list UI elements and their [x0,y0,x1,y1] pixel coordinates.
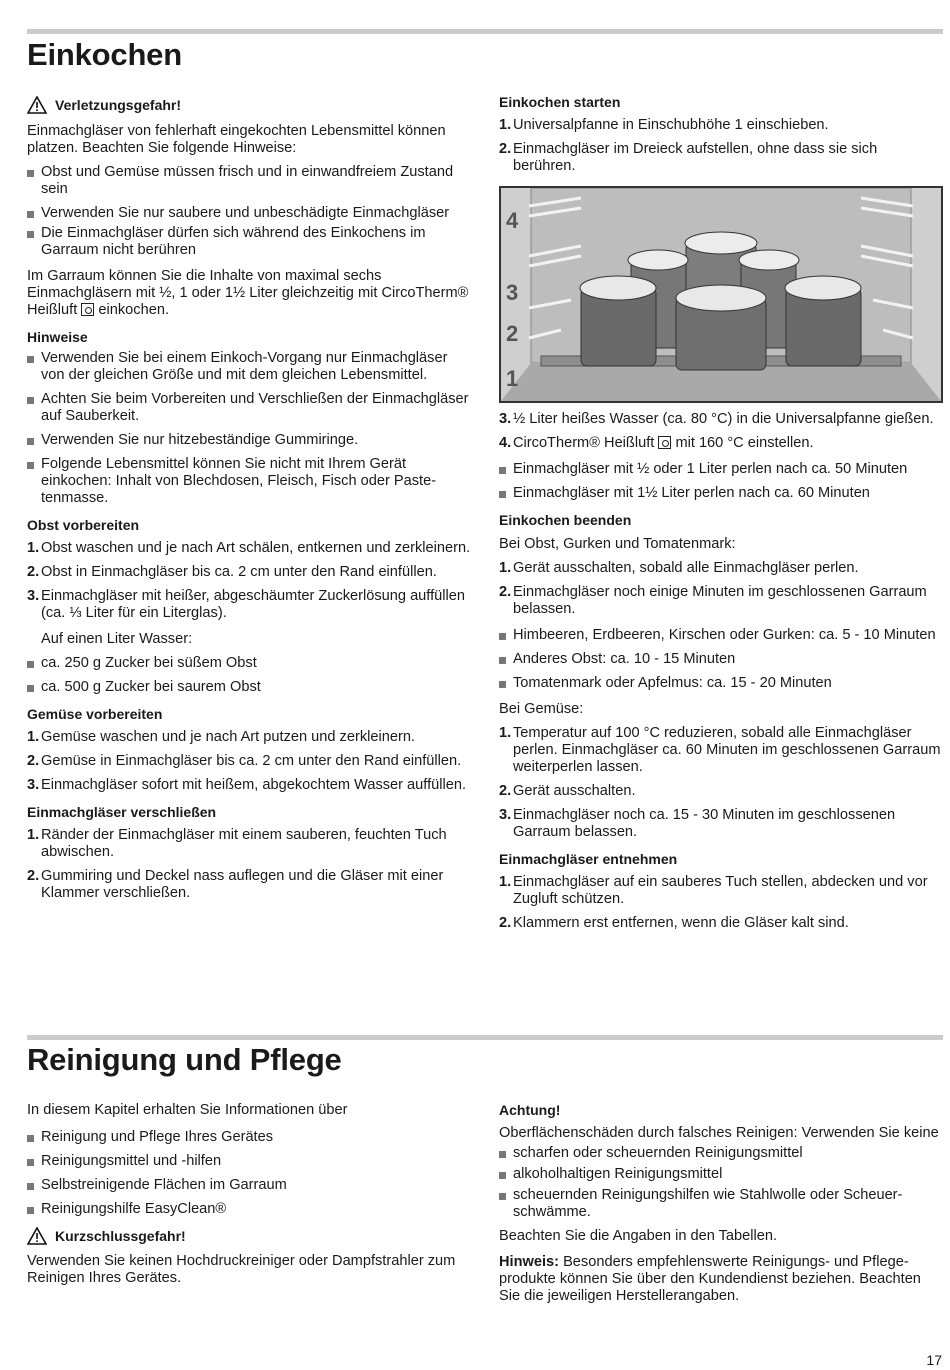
section-title-reinigung: Reinigung und Pflege [27,1042,342,1077]
capacity-text: Im Garraum können Sie die Inhalte von maximal sechs Einmachgläsern mit ½, 1 oder 1½ Liter gleichzeitig mit CircoTherm® Heißluft einkochen. [27,268,469,318]
verschliessen-title: Einmachgläser verschließen [27,804,217,820]
left-column-reinigung [27,1102,473,1287]
perlen-list [499,461,943,502]
oven-illustration [499,186,943,403]
list-item: Verwenden Sie nur hitzebeständige Gummiringe. [27,432,473,449]
right-column-reinigung [499,1102,943,1305]
kurzschluss-text: Verwenden Sie keinen Hochdruckreiniger oder Dampfstrahler zum Reinigen Ihres Gerätes. [27,1253,456,1286]
starten-title: Einkochen starten [499,94,621,110]
warning-label: Kurzschlussgefahr! [55,1227,186,1244]
hinweise-list [27,350,473,507]
list-item: Verwenden Sie bei einem Einkoch-Vorgang nur Einmachgläser von der gleichen Größe und mit dem gleichen Lebensmittel. [27,350,473,384]
right-column-steps [499,411,943,932]
hinweis-text: Besonders empfehlenswerte Reinigungs- und Pflegeprodukte können Sie über den Kundendienst beziehen. Beachten Sie die jeweiligen Herstellerangaben. [499,1254,921,1304]
step-item: 2. Klammern erst entfernen, wenn die Gläser kalt sind. [499,915,849,931]
step-item: 2. Gerät ausschalten. [499,783,636,799]
warning-text: Einmachgläser von fehlerhaft eingekochten Lebensmittel können platzen. Beachten Sie folgende Hinweise: [27,123,446,156]
shelf-level-4: 4 [506,208,519,233]
step-item: 1. Gerät ausschalten, sobald alle Einmachgläser perlen. [499,560,859,576]
beenden-steps [499,560,943,618]
verschliessen-steps [27,827,473,902]
obst-sugar-list [27,655,473,696]
list-item: Himbeeren, Erdbeeren, Kirschen oder Gurken: ca. 5 - 10 Minuten [499,627,943,644]
obst-steps [27,540,473,622]
list-item: Tomatenmark oder Apfelmus: ca. 15 - 20 Minuten [499,675,943,692]
step-item: 1. Universalpfanne in Einschubhöhe 1 einschieben. [499,117,829,133]
step-item: 1. Ränder der Einmachgläser mit einem sauberen, feuchten Tuch abwischen. [27,827,447,860]
entnehmen-title: Einmachgläser entnehmen [499,851,678,867]
achtung-list [499,1145,943,1221]
achtung-text: Oberflächenschäden durch falsches Reinigen: Verwenden Sie keine [499,1125,939,1141]
list-item: Selbstreinigende Flächen im Garraum [27,1177,473,1194]
oven-jars-drawing [501,188,941,401]
beenden-list [499,627,943,692]
list-item: Die Einmachgläser dürfen sich während des Einkochens im Garraum nicht berühren [27,225,473,259]
starten-steps [499,117,943,175]
step-item: 4. CircoTherm® Heißluft mit 160 °C einstellen. [499,435,814,451]
list-item: Reinigungshilfe EasyClean® [27,1201,473,1218]
list-item: scharfen oder scheuernden Reinigungsmittel [499,1145,943,1162]
starten-steps-cont [499,411,943,452]
left-column-einkochen [27,96,473,902]
reinigung-topics [27,1129,473,1218]
list-item: Folgende Lebensmittel können Sie nicht mit Ihrem Gerät einkochen: Inhalt von Blechdosen, Fleisch, Fisch oder Pastetenmasse. [27,456,473,507]
gemuese-steps [27,729,473,794]
section-title-einkochen: Einkochen [27,37,182,72]
circotherm-fan-icon [658,436,671,449]
step-item: 3. Einmachgläser noch ca. 15 - 30 Minuten im geschlossenen Garraum belassen. [499,807,896,840]
beenden-intro: Bei Obst, Gurken und Tomatenmark: [499,536,736,552]
entnehmen-steps [499,874,943,932]
achtung-title: Achtung! [499,1102,561,1118]
step-item: 3. Einmachgläser sofort mit heißem, abgekochtem Wasser auffüllen. [27,777,467,793]
list-item: Verwenden Sie nur saubere und unbeschädigte Einmachgläser [27,205,473,222]
warning-heading [27,1227,473,1245]
shelf-level-2: 2 [506,321,519,346]
shelf-level-3: 3 [506,280,519,305]
step-item: 1. Obst waschen und je nach Art schälen, entkernen und zerkleinern. [27,540,471,556]
list-item: Reinigung und Pflege Ihres Gerätes [27,1129,473,1146]
list-item: Reinigungsmittel und -hilfen [27,1153,473,1170]
obst-water-text: Auf einen Liter Wasser: [41,631,193,647]
warning-heading [27,96,473,114]
step-item: 1. Einmachgläser auf ein sauberes Tuch stellen, abdecken und vor Zugluft schützen. [499,874,928,907]
shelf-level-1: 1 [506,366,519,391]
tabellen-text: Beachten Sie die Angaben in den Tabellen. [499,1228,778,1244]
step-item: 3. ½ Liter heißes Wasser (ca. 80 °C) in die Universalpfanne gießen. [499,411,934,427]
circotherm-fan-icon [81,303,94,316]
list-item: Achten Sie beim Vorbereiten und Verschließen der Einmachgläser auf Sauberkeit. [27,391,473,425]
gemuese-title: Gemüse vorbereiten [27,706,163,722]
list-item: Einmachgläser mit 1½ Liter perlen nach ca. 60 Minuten [499,485,943,502]
step-item: 2. Gemüse in Einmachgläser bis ca. 2 cm unter den Rand einfüllen. [27,753,462,769]
step-item: 1. Gemüse waschen und je nach Art putzen und zerkleinern. [27,729,415,745]
list-item: alkoholhaltigen Reinigungsmittel [499,1166,943,1183]
section-rule-top [27,29,943,34]
step-item: 2. Obst in Einmachgläser bis ca. 2 cm unter den Rand einfüllen. [27,564,437,580]
step-item: 2. Einmachgläser im Dreieck aufstellen, ohne dass sie sich berühren. [499,141,878,174]
reinigung-intro: In diesem Kapitel erhalten Sie Informationen über [27,1102,348,1118]
obst-title: Obst vorbereiten [27,517,140,533]
hinweis-paragraph [499,1254,943,1305]
hinweise-title: Hinweise [27,329,88,345]
step-item: 2. Einmachgläser noch einige Minuten im geschlossenen Garraum belassen. [499,584,927,617]
gemuese-intro: Bei Gemüse: [499,701,584,717]
list-item: ca. 500 g Zucker bei saurem Obst [27,679,473,696]
beenden-title: Einkochen beenden [499,512,632,528]
step-item: 3. Einmachgläser mit heißer, abgeschäumter Zuckerlösung auffüllen (ca. ⅓ Liter für ein Literglas). [27,588,465,621]
page-number: 17 [926,1352,942,1368]
list-item: Einmachgläser mit ½ oder 1 Liter perlen nach ca. 50 Minuten [499,461,943,478]
warning-triangle-icon [27,1227,47,1245]
hinweis-label: Hinweis: [499,1254,560,1270]
list-item: Obst und Gemüse müssen frisch und in einwandfreiem Zustand sein [27,164,473,198]
right-column-starten [499,94,943,175]
warning-triangle-icon [27,96,47,114]
list-item: scheuernden Reinigungshilfen wie Stahlwolle oder Scheuerschwämme. [499,1187,943,1221]
step-item: 2. Gummiring und Deckel nass auflegen und die Gläser mit einer Klammer verschließen. [27,868,444,901]
list-item: ca. 250 g Zucker bei süßem Obst [27,655,473,672]
warning-label: Verletzungsgefahr! [55,96,182,113]
section-rule-reinigung [27,1035,943,1040]
list-item: Anderes Obst: ca. 10 - 15 Minuten [499,651,943,668]
step-item: 1. Temperatur auf 100 °C reduzieren, sobald alle Einmachgläser perlen. Einmachgläser ca. 60 Minuten im geschlossenen Garraum weiterperlen lassen. [499,725,941,775]
gemuese-end-steps [499,725,943,841]
warning-list [27,164,473,259]
